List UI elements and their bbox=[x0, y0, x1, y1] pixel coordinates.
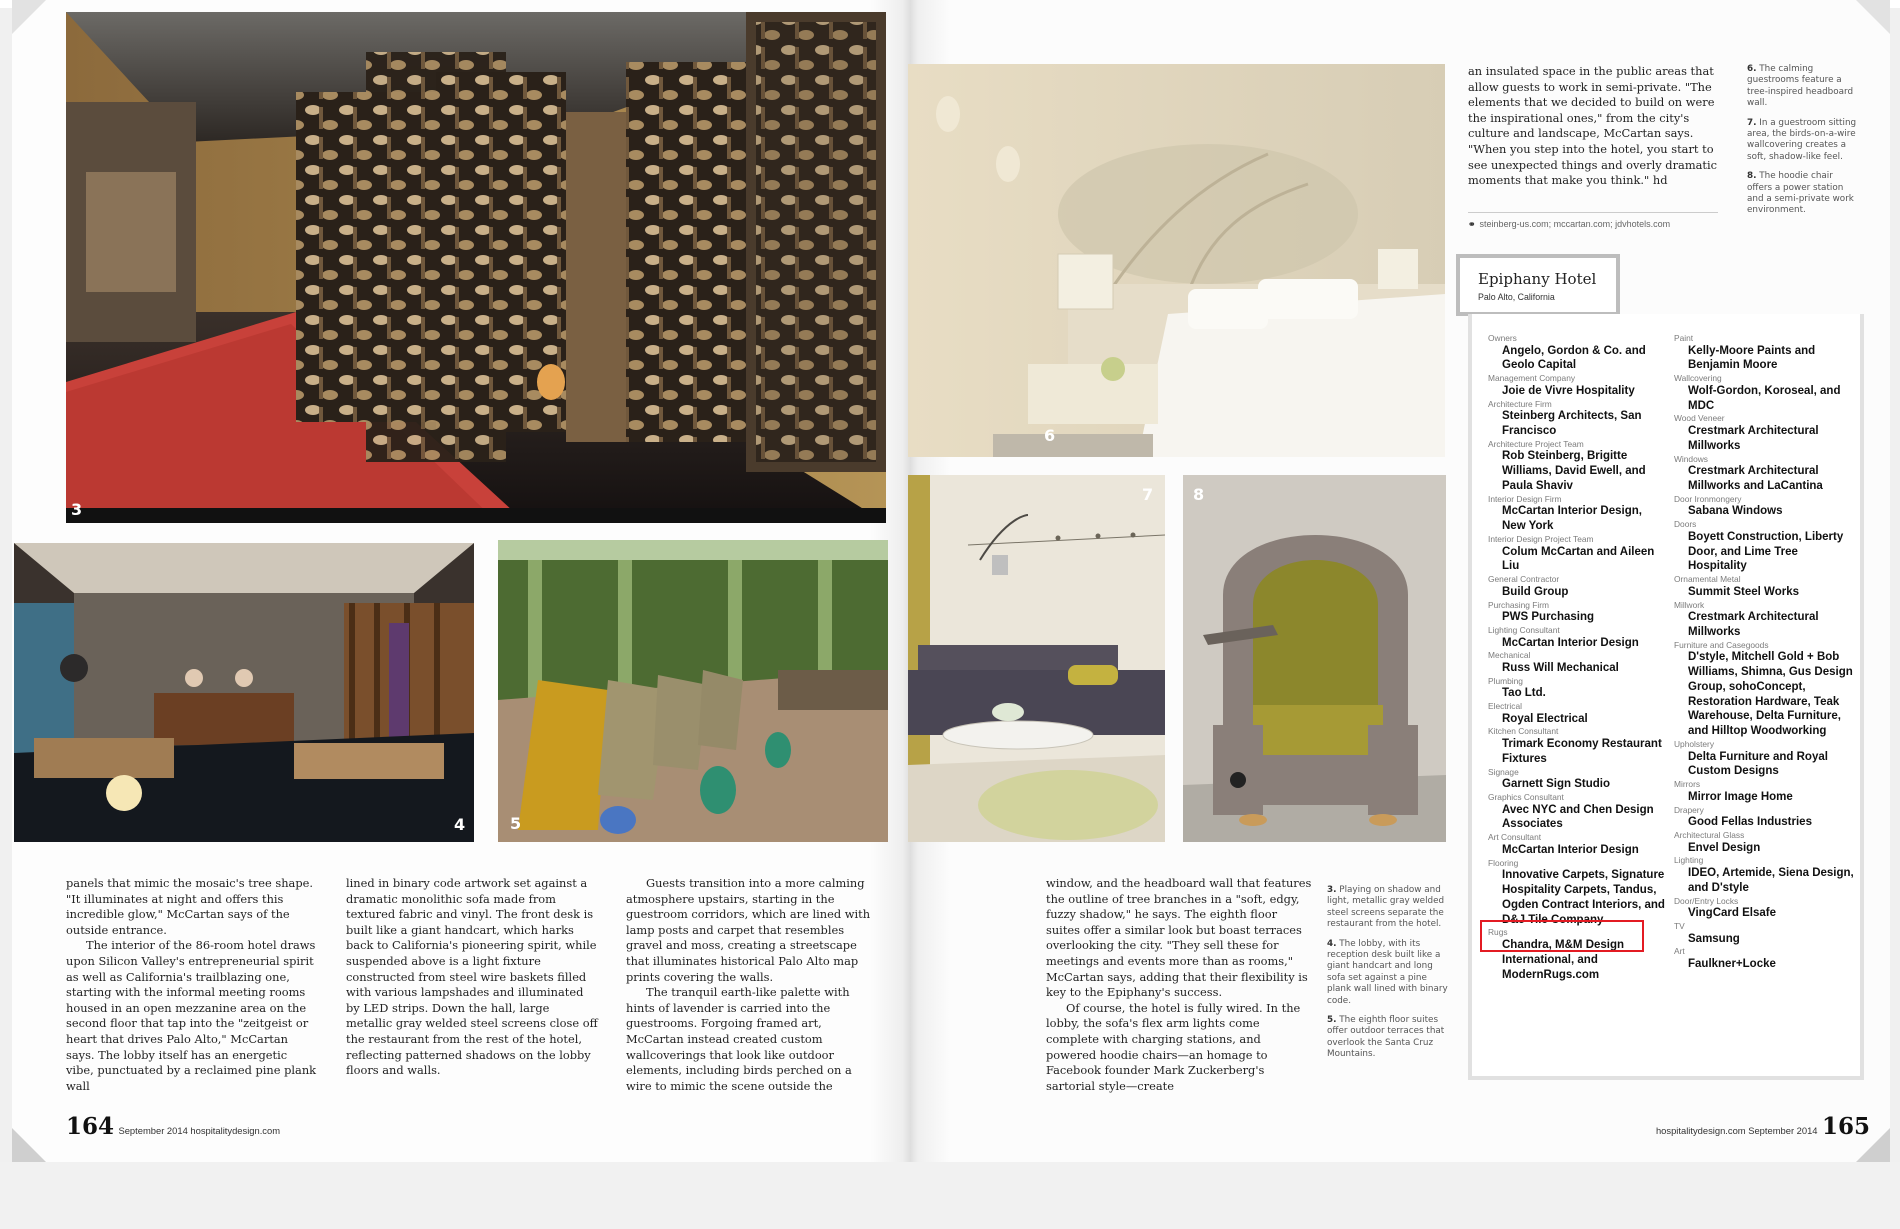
credit-value: IDEO, Artemide, Siena Design, and D'style bbox=[1688, 867, 1854, 894]
credit-entry bbox=[1674, 830, 1854, 855]
caption bbox=[1747, 118, 1859, 164]
credit-label: Upholstery bbox=[1674, 739, 1715, 750]
credit-value: Chandra, M&M Design International, and ModernRugs.com bbox=[1502, 939, 1625, 981]
caption-text: The calming guestrooms feature a tree-inspired headboard wall. bbox=[1747, 64, 1854, 109]
caption-text: In a guestroom sitting area, the birds-on-a-wire wallcovering creates a soft, shadow-like feel. bbox=[1747, 117, 1857, 162]
credit-value: Rob Steinberg, Brigitte Williams, David Ewell, and Paula Shaviv bbox=[1502, 450, 1646, 492]
credit-label: Purchasing Firm bbox=[1488, 599, 1549, 610]
credit-entry bbox=[1488, 701, 1668, 726]
credit-value: Garnett Sign Studio bbox=[1502, 778, 1610, 791]
body-column-3 bbox=[626, 876, 878, 1094]
background-below-magazine bbox=[0, 1162, 1900, 1229]
credit-entry bbox=[1674, 805, 1854, 830]
credit-label: TV bbox=[1674, 921, 1685, 932]
credit-value: Angelo, Gordon & Co. and Geolo Capital bbox=[1502, 344, 1646, 372]
credit-value: McCartan Interior Design, New York bbox=[1502, 505, 1642, 533]
hoodie-chair-photo bbox=[1183, 475, 1446, 842]
credit-label: Kitchen Consultant bbox=[1488, 726, 1559, 737]
caption-number: 5. bbox=[1327, 1015, 1337, 1026]
credit-entry bbox=[1488, 439, 1668, 494]
page-number: 164 bbox=[66, 1113, 115, 1140]
credit-label: Lighting Consultant bbox=[1488, 624, 1560, 635]
caption-text: The eighth floor suites offer outdoor terraces that overlook the Santa Cruz Mountains. bbox=[1327, 1015, 1445, 1060]
hotel-location: Palo Alto, California bbox=[1478, 292, 1555, 302]
credit-entry bbox=[1674, 519, 1854, 574]
credit-label: Art bbox=[1674, 946, 1685, 957]
credit-entry bbox=[1674, 896, 1854, 921]
page-number: 165 bbox=[1821, 1113, 1870, 1140]
credit-value: Faulkner+Locke bbox=[1688, 958, 1776, 970]
photo-5 bbox=[498, 540, 888, 842]
photo-3 bbox=[66, 12, 886, 523]
credit-label: Flooring bbox=[1488, 857, 1519, 868]
link-icon: ⚭ bbox=[1468, 219, 1476, 229]
credit-entry bbox=[1488, 767, 1668, 792]
credit-entry bbox=[1488, 333, 1668, 373]
credit-label: Mechanical bbox=[1488, 650, 1531, 661]
credit-entry bbox=[1674, 413, 1854, 453]
credit-entry bbox=[1488, 399, 1668, 439]
body-column-top-right bbox=[1468, 64, 1718, 189]
caption bbox=[1327, 885, 1449, 931]
caption-text: Playing on shadow and light, metallic gray welded steel screens separate the restaurant from the hotel. bbox=[1327, 885, 1445, 930]
credit-entry bbox=[1488, 792, 1668, 832]
credits-column-right bbox=[1674, 333, 1854, 972]
credit-label: Management Company bbox=[1488, 373, 1576, 384]
body-paragraph: Of course, the hotel is fully wired. In the lobby, the sofa's flex arm lights come complete with charging stations, and powered hoodie chairs—an homage to Facebook founder Mark Zuckerberg's sartorial style—create bbox=[1046, 1000, 1301, 1093]
credit-value: Russ Will Mechanical bbox=[1502, 661, 1619, 674]
page-corner-curl bbox=[1856, 0, 1890, 34]
credit-value: Innovative Carpets, Signature Hospitality Carpets, Tandus, Ogden Contract Interiors, and D&J Tile Company bbox=[1502, 869, 1665, 926]
credit-label: Furniture and Casegoods bbox=[1674, 639, 1769, 650]
photo-number: 5 bbox=[510, 814, 522, 833]
credit-value: Royal Electrical bbox=[1502, 712, 1588, 725]
highlight-box bbox=[1480, 920, 1644, 952]
body-paragraph: Guests transition into a more calming atmosphere upstairs, starting in the guestroom corridors, which are lined with lamp posts and carpet that resembles gravel and moss, creating a streetscape that illuminates historical Palo Alto map prints covering the walls. bbox=[626, 876, 871, 984]
sitting-area-sofa-photo bbox=[908, 475, 1165, 842]
captions-bottom bbox=[1327, 885, 1449, 1069]
credit-value: McCartan Interior Design bbox=[1502, 843, 1639, 856]
credit-value: Summit Steel Works bbox=[1688, 585, 1799, 598]
photo-number: 7 bbox=[1142, 485, 1154, 504]
web-links-text: steinberg-us.com; mccartan.com; jdvhotels.com bbox=[1479, 219, 1671, 229]
left-folio bbox=[66, 1113, 280, 1140]
credit-label: Millwork bbox=[1674, 599, 1705, 610]
credit-entry bbox=[1674, 454, 1854, 494]
lobby-reception-photo bbox=[14, 543, 474, 842]
credit-entry bbox=[1488, 726, 1668, 766]
credit-value: Mirror Image Home bbox=[1688, 790, 1793, 803]
credit-entry bbox=[1488, 600, 1668, 625]
credit-label: Door Ironmongery bbox=[1674, 493, 1742, 504]
caption-number: 7. bbox=[1747, 117, 1757, 128]
credit-entry bbox=[1674, 333, 1854, 373]
credit-label: Drapery bbox=[1674, 804, 1704, 815]
body-column-2 bbox=[346, 876, 598, 1079]
caption-number: 3. bbox=[1327, 885, 1337, 895]
credit-entry bbox=[1674, 574, 1854, 599]
right-folio bbox=[1626, 1113, 1870, 1140]
caption-number: 6. bbox=[1747, 64, 1757, 74]
credit-label: Owners bbox=[1488, 333, 1517, 343]
credit-label: Mirrors bbox=[1674, 779, 1701, 790]
credit-label: Interior Design Project Team bbox=[1488, 533, 1594, 544]
credit-value: Tao Ltd. bbox=[1502, 687, 1546, 700]
credit-value: Kelly-Moore Paints and Benjamin Moore bbox=[1688, 344, 1816, 372]
credit-entry bbox=[1488, 574, 1668, 599]
credit-label: Graphics Consultant bbox=[1488, 792, 1564, 803]
guestroom-bed-photo bbox=[908, 64, 1445, 457]
caption bbox=[1747, 171, 1859, 217]
page-corner-curl bbox=[12, 1128, 46, 1162]
caption bbox=[1747, 64, 1859, 110]
credit-label: Rugs bbox=[1488, 927, 1508, 938]
credit-entry bbox=[1674, 600, 1854, 640]
credit-label: Interior Design Firm bbox=[1488, 493, 1562, 504]
credit-value: Wolf-Gordon, Koroseal, and MDC bbox=[1688, 384, 1841, 412]
credit-value: Crestmark Architectural Millworks and LaCantina bbox=[1688, 465, 1823, 492]
credit-entry bbox=[1674, 855, 1854, 895]
credit-value: McCartan Interior Design bbox=[1502, 636, 1639, 649]
body-paragraph: panels that mimic the mosaic's tree shape. "It illuminates at night and offers this incredible glow," McCartan says of the outside entrance. bbox=[66, 876, 314, 937]
credit-entry bbox=[1488, 494, 1668, 534]
issue-and-site: September 2014 hospitalitydesign.com bbox=[118, 1125, 281, 1136]
body-paragraph: The tranquil earth-like palette with hints of lavender is carried into the guestrooms. Forgoing framed art, McCartan instead created custom wallcoverings that look like outdoor elements, including birds perched on a wire to mimic the scene outside the bbox=[626, 985, 852, 1093]
credit-entry bbox=[1674, 739, 1854, 779]
photo-number: 6 bbox=[1044, 426, 1056, 445]
credit-value: PWS Purchasing bbox=[1502, 611, 1595, 624]
credit-value: VingCard Elsafe bbox=[1688, 907, 1776, 920]
body-paragraph: lined in binary code artwork set against a dramatic monolithic sofa made from textured fabric and vinyl. The front desk is built like a giant handcart, which harks back to California's pioneering spirit, while suspended above is a light fixture constructed from steel wire baskets filled with various lampshades and illuminated by LED strips. Down the hall, large metallic gray welded steel screens close off the restaurant from the rest of the hotel, reflecting patterned shadows on the lobby floors and walls. bbox=[346, 876, 598, 1078]
credit-value: Build Group bbox=[1502, 585, 1569, 598]
body-paragraph: The interior of the 86-room hotel draws upon Silicon Valley's entrepreneurial spirit as well as California's trailblazing one, starting with the informal meeting rooms housed in an open mezzanine area on the second floor that tap into the "zeitgeist or heart that drives Palo Alto," McCartan says. The lobby itself has an energetic vibe, punctuated by a reclaimed pine plank wall bbox=[66, 938, 317, 1093]
web-links bbox=[1468, 212, 1718, 230]
credit-entry bbox=[1674, 640, 1854, 739]
body-column-bottom-right bbox=[1046, 876, 1312, 1094]
caption bbox=[1327, 939, 1449, 1007]
issue-and-site: hospitalitydesign.com September 2014 bbox=[1655, 1125, 1818, 1136]
credit-label: Windows bbox=[1674, 453, 1708, 464]
photo-7 bbox=[908, 475, 1165, 842]
body-paragraph: window, and the headboard wall that features the outline of tree branches in a "soft, edgy, fuzzy shadow," he says. The eighth floor suites offer a similar look but boast terraces overlooking the city. "They sell these for meetings and events more than as rooms," McCartan says, adding that their flexibility is key to the Epiphany's success. bbox=[1046, 876, 1312, 1000]
credit-entry bbox=[1674, 373, 1854, 413]
credit-value: Joie de Vivre Hospitality bbox=[1502, 384, 1635, 397]
credit-label: Architecture Firm bbox=[1488, 398, 1552, 409]
credit-label: Ornamental Metal bbox=[1674, 574, 1741, 585]
photo-number: 4 bbox=[454, 815, 466, 834]
credit-value: Trimark Economy Restaurant Fixtures bbox=[1502, 738, 1662, 765]
photo-number: 8 bbox=[1193, 485, 1205, 504]
hotel-name-box bbox=[1456, 254, 1620, 316]
credit-entry bbox=[1674, 921, 1854, 946]
caption-text: The hoodie chair offers a power station and a semi-private work environment. bbox=[1747, 171, 1854, 216]
credit-value: D'style, Mitchell Gold + Bob Williams, Shimna, Gus Design Group, sohoConcept, Restoration Hardware, Teak Warehouse, Delta Furniture, and Hilltop Woodworking bbox=[1688, 651, 1853, 738]
credit-value: Samsung bbox=[1688, 932, 1740, 945]
body-paragraph: an insulated space in the public areas that allow guests to work in semi-private. "The elements that we decided to build on were the inspirational ones," from the city's culture and landscape, McCartan says. "When you step into the hotel, you start to see unexpected things and overly dramatic moments that make you think." hd bbox=[1468, 64, 1718, 188]
credit-label: Paint bbox=[1674, 333, 1694, 343]
photo-4 bbox=[14, 543, 474, 842]
credit-entry bbox=[1488, 832, 1668, 857]
captions-top bbox=[1747, 64, 1859, 225]
terrace-lounge-chairs-photo bbox=[498, 540, 888, 842]
credit-value: Avec NYC and Chen Design Associates bbox=[1502, 803, 1654, 831]
credit-label: Wallcovering bbox=[1674, 373, 1722, 384]
credit-label: Art Consultant bbox=[1488, 832, 1542, 843]
photo-number: 3 bbox=[71, 500, 83, 519]
caption bbox=[1327, 1015, 1449, 1061]
caption-number: 4. bbox=[1327, 938, 1337, 949]
credit-label: Electrical bbox=[1488, 701, 1522, 712]
credit-entry bbox=[1488, 373, 1668, 398]
caption-text: The lobby, with its reception desk built like a giant handcart and long sofa set against a pine plank wall lined with binary code. bbox=[1327, 938, 1448, 1006]
hallway-metal-screens-photo bbox=[66, 12, 886, 523]
credit-value: Colum McCartan and Aileen Liu bbox=[1502, 545, 1655, 573]
credit-value: Delta Furniture and Royal Custom Designs bbox=[1688, 750, 1828, 778]
credit-value: Crestmark Architectural Millworks bbox=[1688, 611, 1819, 638]
credit-label: Signage bbox=[1488, 766, 1519, 777]
photo-6 bbox=[908, 64, 1445, 457]
caption-number: 8. bbox=[1747, 171, 1757, 182]
credit-entry bbox=[1674, 779, 1854, 804]
credit-label: Doors bbox=[1674, 519, 1697, 530]
credit-label: Wood Veneer bbox=[1674, 413, 1725, 424]
credit-label: General Contractor bbox=[1488, 574, 1560, 585]
credit-value: Boyett Construction, Liberty Door, and Lime Tree Hospitality bbox=[1688, 530, 1844, 573]
credit-entry bbox=[1674, 494, 1854, 519]
credit-entry bbox=[1488, 534, 1668, 574]
credit-value: Steinberg Architects, San Francisco bbox=[1502, 410, 1642, 437]
credit-entry bbox=[1488, 650, 1668, 675]
credit-label: Door/Entry Locks bbox=[1674, 895, 1739, 906]
credit-label: Architecture Project Team bbox=[1488, 438, 1584, 449]
credit-label: Architectural Glass bbox=[1674, 830, 1745, 841]
hotel-name: Epiphany Hotel bbox=[1478, 270, 1597, 288]
credits-column-left bbox=[1488, 333, 1668, 982]
credit-label: Lighting bbox=[1674, 855, 1704, 866]
credit-value: Sabana Windows bbox=[1688, 505, 1783, 518]
credit-entry bbox=[1488, 858, 1668, 928]
credit-entry bbox=[1488, 676, 1668, 701]
credit-entry bbox=[1674, 946, 1854, 971]
credit-value: Crestmark Architectural Millworks bbox=[1688, 424, 1819, 452]
page-corner-curl bbox=[12, 0, 46, 34]
credit-label: Plumbing bbox=[1488, 675, 1523, 686]
photo-8 bbox=[1183, 475, 1446, 842]
credit-value: Good Fellas Industries bbox=[1688, 816, 1812, 829]
body-column-1 bbox=[66, 876, 318, 1094]
credit-entry bbox=[1488, 625, 1668, 650]
credit-value: Envel Design bbox=[1688, 841, 1761, 854]
